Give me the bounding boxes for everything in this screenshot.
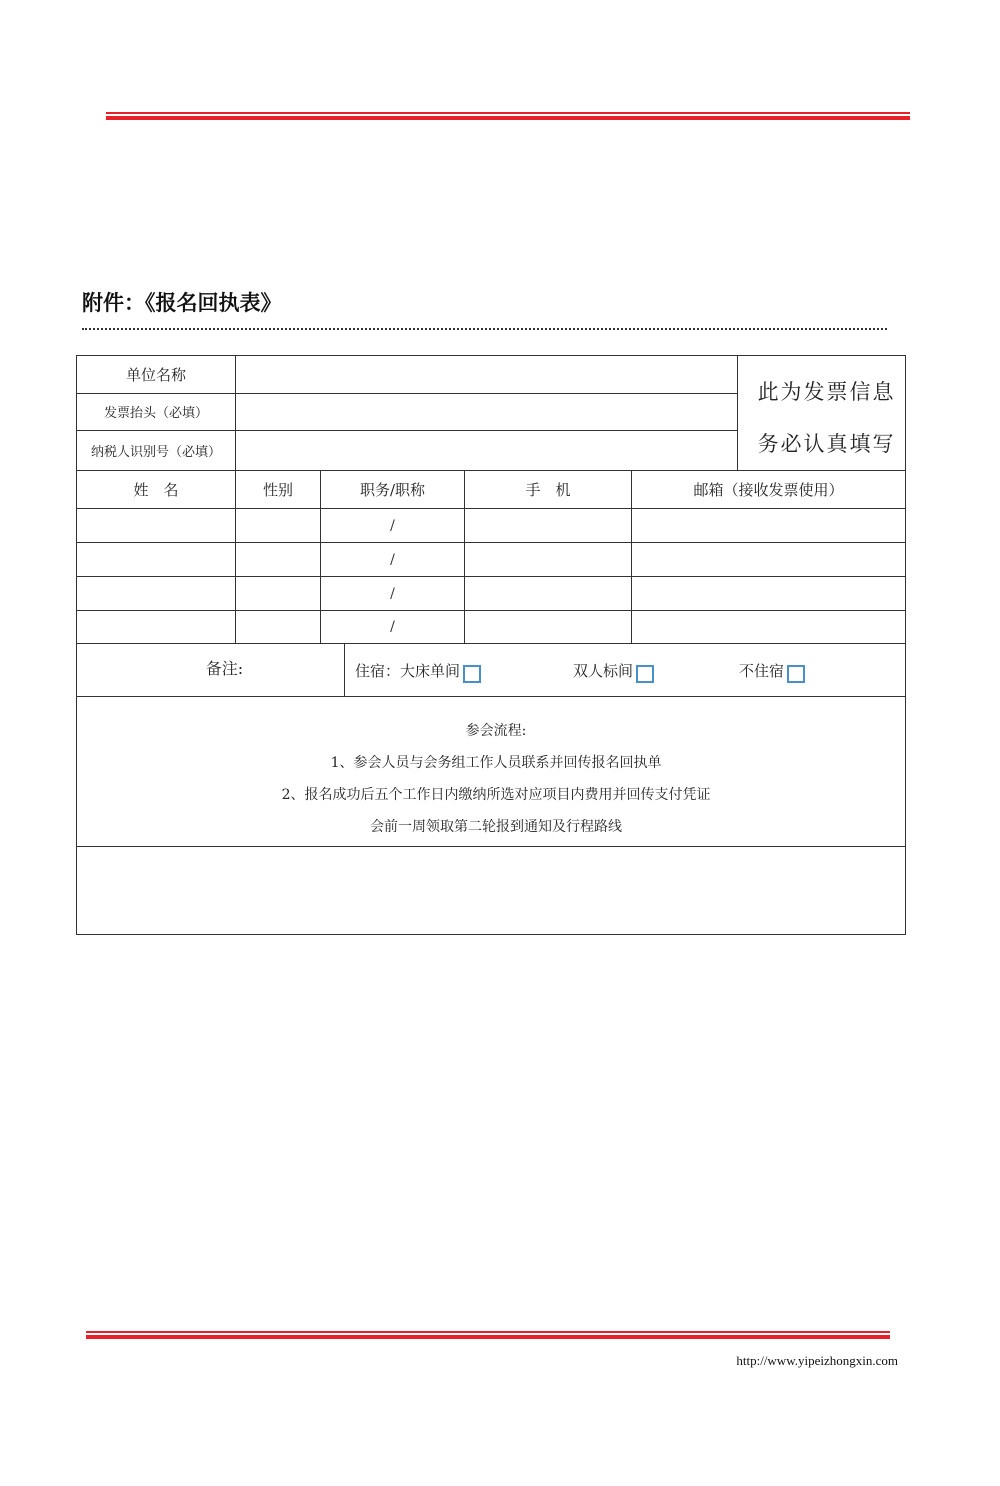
taxpayer-id-field[interactable] bbox=[236, 431, 738, 471]
attendee-title-cell[interactable]: / bbox=[321, 509, 465, 543]
footer-rule-bottom bbox=[86, 1335, 890, 1339]
invoice-header-label: 发票抬头（必填） bbox=[77, 393, 236, 431]
header-rule-top bbox=[106, 112, 910, 114]
process-section bbox=[77, 697, 906, 847]
registration-form-table bbox=[76, 355, 906, 935]
attendee-email-cell[interactable] bbox=[632, 509, 906, 543]
attendee-gender-cell[interactable] bbox=[236, 611, 321, 644]
footer-rule-top bbox=[86, 1331, 890, 1333]
lodging-twin-checkbox[interactable] bbox=[636, 665, 654, 683]
column-header-name: 姓 名 bbox=[77, 471, 236, 509]
lodging-options bbox=[345, 644, 906, 697]
invoice-note bbox=[738, 356, 906, 471]
remark-cell[interactable] bbox=[77, 644, 345, 697]
attendee-title-cell[interactable]: / bbox=[321, 611, 465, 644]
page-title: 附件：《报名回执表》 bbox=[82, 291, 282, 315]
invoice-note-line2: 务必认真填写 bbox=[757, 432, 896, 456]
attendee-phone-cell[interactable] bbox=[465, 543, 632, 577]
column-header-title: 职务/职称 bbox=[321, 471, 465, 509]
header-rule-bottom bbox=[106, 116, 910, 120]
attendee-phone-cell[interactable] bbox=[465, 509, 632, 543]
invoice-note-line1: 此为发票信息 bbox=[757, 380, 896, 404]
attendee-gender-cell[interactable] bbox=[236, 577, 321, 611]
attendee-name-cell[interactable] bbox=[77, 611, 236, 644]
column-header-phone: 手 机 bbox=[465, 471, 632, 509]
lodging-single-checkbox[interactable] bbox=[463, 665, 481, 683]
attendee-phone-cell[interactable] bbox=[465, 577, 632, 611]
attendee-gender-cell[interactable] bbox=[236, 509, 321, 543]
blank-section[interactable] bbox=[77, 847, 906, 935]
lodging-twin-option[interactable] bbox=[573, 644, 654, 696]
process-step: 会前一周领取第二轮报到通知及行程路线 bbox=[370, 818, 623, 835]
no-lodging-checkbox[interactable] bbox=[787, 665, 805, 683]
process-title: 参会流程: bbox=[465, 722, 527, 739]
org-name-label: 单位名称 bbox=[77, 356, 236, 394]
attendee-email-cell[interactable] bbox=[632, 577, 906, 611]
attendee-name-cell[interactable] bbox=[77, 509, 236, 543]
org-name-field[interactable] bbox=[236, 356, 738, 394]
attendee-title-cell[interactable]: / bbox=[321, 577, 465, 611]
remark-label: 备注: bbox=[205, 659, 244, 678]
lodging-single-label: 住宿：大床单间 bbox=[355, 661, 461, 680]
column-header-gender: 性别 bbox=[236, 471, 321, 509]
attendee-email-cell[interactable] bbox=[632, 611, 906, 644]
lodging-twin-label: 双人标间 bbox=[573, 661, 634, 680]
lodging-single-option[interactable] bbox=[355, 644, 481, 696]
column-header-email: 邮箱（接收发票使用） bbox=[632, 471, 906, 509]
process-step: 1、参会人员与会务组工作人员联系并回传报名回执单 bbox=[330, 754, 662, 771]
attendee-name-cell[interactable] bbox=[77, 543, 236, 577]
dotted-divider bbox=[82, 328, 887, 330]
footer-url[interactable]: http://www.yipeizhongxin.com bbox=[736, 1353, 898, 1368]
process-step: 2、报名成功后五个工作日内缴纳所选对应项目内费用并回传支付凭证 bbox=[281, 786, 711, 803]
attendee-title-cell[interactable]: / bbox=[321, 543, 465, 577]
no-lodging-label: 不住宿 bbox=[739, 661, 785, 680]
invoice-header-field[interactable] bbox=[236, 393, 738, 431]
attendee-email-cell[interactable] bbox=[632, 543, 906, 577]
no-lodging-option[interactable] bbox=[739, 644, 805, 696]
taxpayer-id-label: 纳税人识别号（必填） bbox=[77, 431, 236, 471]
attendee-name-cell[interactable] bbox=[77, 577, 236, 611]
attendee-phone-cell[interactable] bbox=[465, 611, 632, 644]
attendee-gender-cell[interactable] bbox=[236, 543, 321, 577]
